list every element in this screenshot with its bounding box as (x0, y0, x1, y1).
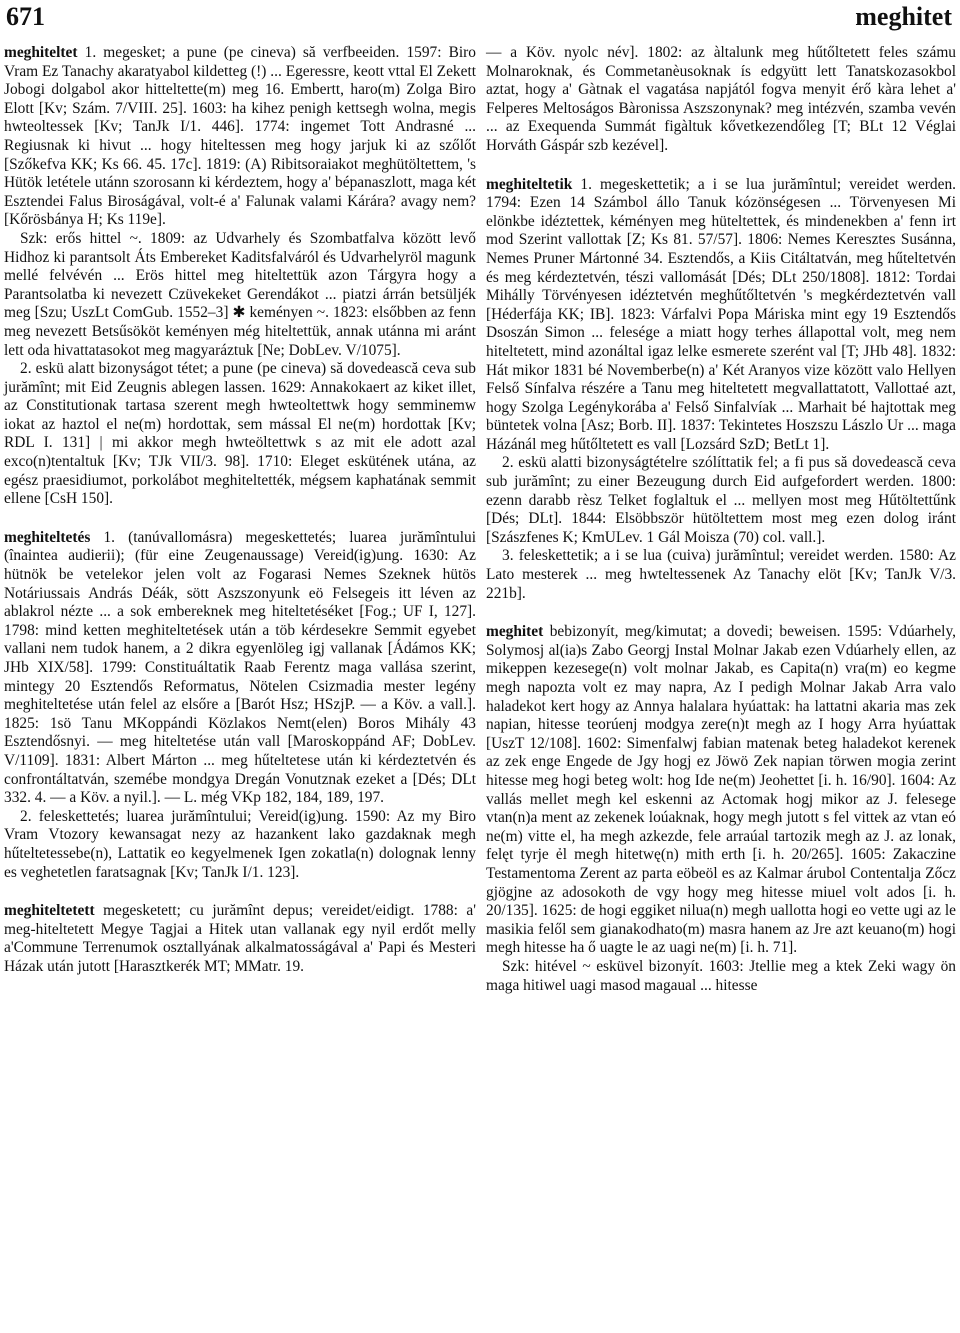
entry-headword: meghiteltetett (4, 902, 95, 920)
entry-paragraph (4, 902, 476, 976)
left-column (4, 44, 476, 997)
entry-text: megesketett; cu jurămînt depus; vereidet/eidigt. 1788: a' meg-hiteltetett Megye Tagjai a Hitek utan vallanak egy nyil erdőt melly a'Commune Terrenumok osztallyának alkalmatosságával a' Papi és Mesteri Házak után jutott [Harasztkerék MT; MMatr. 19. (4, 902, 476, 975)
entry-paragraph (486, 176, 956, 455)
entry-headword: meghiteltetés (4, 528, 91, 546)
entry-paragraph: 2. eskü alatt bizonyságot tétet; a pune (pe cineva) să dovedească ceva sub jurămînt; mit Eid Zeugnis ablegen lassen. 1629: Annakokaert az kiket illet, az Constitutionak tartasa szerent megh hwteoltettwk hogy semminemw iokat az haztol el ne(m) hordottak, sem mással El ne(m) hordottak [Kv; RDL I. 131] | mi akkor megh hwteöltettwk s az mit ele adott azal exco(n)tentaltuk [Kv; TJk VII/3. 98]. 1710: Eleget eskütének utána, az egész praesidiumot, porkolábot meghiteltették, mégsem kaphatának semmit ellene [CsH 150]. (4, 360, 476, 508)
page-header (0, 0, 960, 40)
right-column (486, 44, 956, 1015)
dictionary-entry (4, 902, 476, 976)
dictionary-entry (486, 176, 956, 604)
entry-paragraph: Szk: hitével ~ esküvel bizonyít. 1603: Jtellie meg a ktek Zeki wagy ön maga hitiwel uagi masod magaual ... hitesse (486, 957, 956, 994)
dictionary-entry (4, 529, 476, 882)
entry-paragraph (4, 44, 476, 230)
dictionary-entry (486, 623, 956, 995)
entry-paragraph (4, 529, 476, 808)
entry-text: 1. (tanúvallomásra) megeskettetés; luarea jurămîntului (înaintea audierii); (für eine Zeugenaussage) Vereid(ig)ung. 1630: Az hütnök be vetelekor jelen volt az Fogarasi Nemes Szeknek hütös Notáriussais András Déák, sött Aszszonyunk eö Felsegeis itt léven az ablakrol nézte ... a sok embereknek meg hiteltetéséket [Fog.; UF I, 127]. 1798: mind ketten meghiteltetések után a töb kérdesekre Semmit egyebet vallani nem tudok hanem, a 2 dikra egyenlöleg igj vallanak [Ádámos KK; JHb XIX/58]. 1799: Constituáltatik Raab Ferentz maga vallása szerint, mintegy 20 Esztendős Reformatus, Nötelen Csizmadia mester legény meghiteltetése után felel az elsőre a [Barót Hsz; HSzjP. — a Köv. a vall.]. 1825: 1sö Tanu MKoppándi Közlakos Nemt(elen) Boros Mihály 43 Esztendősnyi. — meg hiteltetése után vall [Maroskoppánd AF; DobLev. V/1109]. 1831: Albert Márton ... meg hűteltetese után ki kérdeztetvén és confrontáltatván, szemébe mondgya Dregán Vonutznak ezeket a [Dés; DLt 332. 4. — a Köv. a nyil.]. — L. még VKp 182, 184, 189, 197. (4, 528, 476, 807)
running-head: meghitet (855, 2, 952, 31)
entry-paragraph: — a Köv. nyolc név]. 1802: az àltalunk meg hűtőltetett feles számu Molnaroknak, és Commetanèusoknak ís edgyütt lett Tanatskozasokbol aztat, hogy a' Gàtnak el vagatása napjától fogva menyit érő kàra lehet a' Felperes Meltoságos Bàronissa Aszszonynak? meg intézvén, szamba vevén ... az Exequenda Summát figàltuk kővetkezendőleg [T; BLt 12 Véglai Horváth Gáspár szb kezével]. (486, 44, 956, 154)
entry-text: 1. megeskettetik; a i se lua jurămîntul; vereidet werden. 1794: Ezen 14 Számbol állo Tanuk kózönségesen ... Törvenyesen Mi elönkbe idéztettek, kéményen meg hüteltettek, és mindenekben a' fenn irt mod Szerint vallottak [Z; Ks 81. 57/57]. 1806: Nemes Keresztes Susánna, Nemes Pruner Mártonné 34. Esztendős, a Kiis Citáltatván, meg hűteltetvén és meg kérdeztetvén, tészi vallomását [Dés; DLt 250/1808]. 1812: Tordai Mihálly Törvényesen idéztetvén meghűtőltetvén 's megkérdeztetvén vall [Héderfája KK; IB]. 1823: Várfalvi Popa Máriska mint egy 19 Esztendős Dsoszán Simon ... felesége a miatt hogy terhes állapottal volt, meg nem hiteltetett, mind azonáltal igaz lelke esmerete szerént val [T; JHb 48]. 1832: Hát mikor 1831 bé Novemberbe(n) a' Két Aranyos vize között valo Hellyen Felső Sínfalva részére a Tanu meg hiteltetett megvallattatott, Vallottaé azt, hogy Szolga Legénykorába a' Felső Sinfalvíak ... Marhait bé hajtottak meg büntetek volna [Asz; Borb. II]. 1837: Tekintetes Hoszszu Lászlo Ur ... maga Házánál meg hűtőltetett es vall [Lozsárd SzD; BetLt 1]. (486, 175, 956, 453)
dictionary-entry (4, 44, 476, 509)
entry-paragraph (486, 623, 956, 958)
entry-paragraph: 2. feleskettetés; luarea jurămîntului; Vereid(ig)ung. 1590: Az my Biro Vram Vtozory kewansagat nezy az hazankent lako gazdaknak megh hűteltetessebe(n), Lattatik eo kegyelmenek Igen zokatla(n) dolognak lenny es veghetetlen faratsagnak [Kv; TanJk I/1. 123]. (4, 807, 476, 881)
entry-headword: meghitet (486, 623, 544, 641)
entry-headword: meghiteltetik (486, 175, 573, 193)
entry-paragraph: Szk: erős hittel ~. 1809: az Udvarhely és Szombatfalva között levő Hidhoz ki parantsolt Áts Embereket Kaditsfalváról és Udvarhelyröl magunk mellé felvévén ... Erös hittel meg hiteltettük azon Tárgyra hogy a Parantsolatba ki nevezett Czüvekeket Gerendákot ... piatzi árrán betsüljék meg [Szu; UszLt ComGub. 1552–3] ✱ keményen ~. 1823: elsőbben az fenn meg nevezett Betsűsököt keményen még hiteltettük, annak utánna mi aránt lett oda hivattatasokot meg magyaráztuk [Ne; DobLev. V/1075]. (4, 229, 476, 359)
entry-headword: meghiteltet (4, 44, 78, 61)
entry-paragraph: 2. eskü alatti bizonyságtételre szólíttatik fel; a fi pus să dovedească ceva sub jurămînt; zu einer Bezeugung durch Eid aufgefordert werden. 1800: ezenn darabb rèsz Telket foglaltuk el ... mellyen most meg Hűtöltettűnk [Dés; DLt]. 1844: Elsöbbször hütöltettem most meg ezen dolog iránt [Szászfenes K; KmULev. 1 Gál Moisza (70) col. vall.]. (486, 454, 956, 546)
entry-text: bebizonyít, meg/kimutat; a dovedi; beweisen. 1595: Vdúarhely, Solymosj al(ia)s Zabo Georgj Instal Molnar Jakab ezen Vdúarhely ellen, az mikeppen kezesege(n) volt molnar Jakab, es Capita(n) vra(m) eo kegme megh napozta volt ez may napra, Az I pedigh Molnar Jakab Arra valo haladekot kert hogy az Annya halalara hyúattak: ha lattatni akaria mas zek napian, hitesse teorúenj modgya zere(n)t megh az I hogy Arra hyúattak [UszT 12/108]. 1602: Simenfalwj fabian matenak beteg haladekot kerenek az zek enge Engede de Jgy hogj ez Jöwö Zek napian törwen mogia zerint hitesse meg hogi beteg wolt: hog Ide ne(m) Jeohettet [i. h. 16/90]. 1604: Az vallás mellet megh kel eskenni az Actomak hogj mikor az J. felesege vtan(n)a ment az zekenek loúaknak, hogy megh jutott s fel vittek az vtan eó ne(m) vitte el, ha megh azkezde, fele arraúal tartozik megh az J. az lonak, felęt tyrje ẻl megh hitetwę(n) mith erth [i. h. 20/265]. 1605: Zakaczine Testamentoma Zerent az parta eöbeöl es az Kalmar árubol Contentalja Zőcz gjögjne az adosokoth de vgy hogy meg hitesse miuel volt ados [i. h. 20/135]. 1625: de hogi eggiket nilua(n) megh uallotta hogi eo vette ugi az le masikia felől sem gianakodhato(m) masra hanem az Jre azt keuano(m) hogi megh hitesse ha ő uagte le az uagi ne(m) [i. h. 71]. (486, 623, 956, 957)
page-number: 671 (6, 2, 45, 31)
entry-continuation (486, 44, 956, 156)
entry-text: 1. megesket; a pune (pe cineva) să verfbeeiden. 1597: Biro Vram Ez Tanachy akaratyabol kildetteg (!) ... Egeressre, keott vttal El Zekett Jobogi dolgabol akor hitteltette(m) meg 16. Embertt, haro(m) Zolga Biro Elott [Kv; Szám. 7/VIII. 25]. 1603: ha kihez penigh kettsegh wolna, megis hwteoltessek [Kv; TanJk I/1. 446]. 1774: ingemet Tott Andrasné ... Regiusnak ki hivut ... hogy hiteltessen meg hogy jarjuk ki az szőlőt [Szőkefva KK; Ks 66. 45. 17c]. 1819: (A) Ribitsoraiakot meghütöltettem, 's Hütök letétele utánn szorosann ki kérdeztem, hogy a' bépanaszlott, maga két Esztendei Falus Biroságával, volt-é a' Falunak valami Kárára? avagy nem? [Kőrösbánya H; Ks 119e]. (4, 44, 476, 229)
entry-paragraph: 3. feleskettetik; a i se lua (cuiva) jurămîntul; vereidet werden. 1580: Az Lato mesterek ... meg hwteltessenek Az Tanachy elöt [Kv; TanJk V/3. 221b]. (486, 547, 956, 602)
